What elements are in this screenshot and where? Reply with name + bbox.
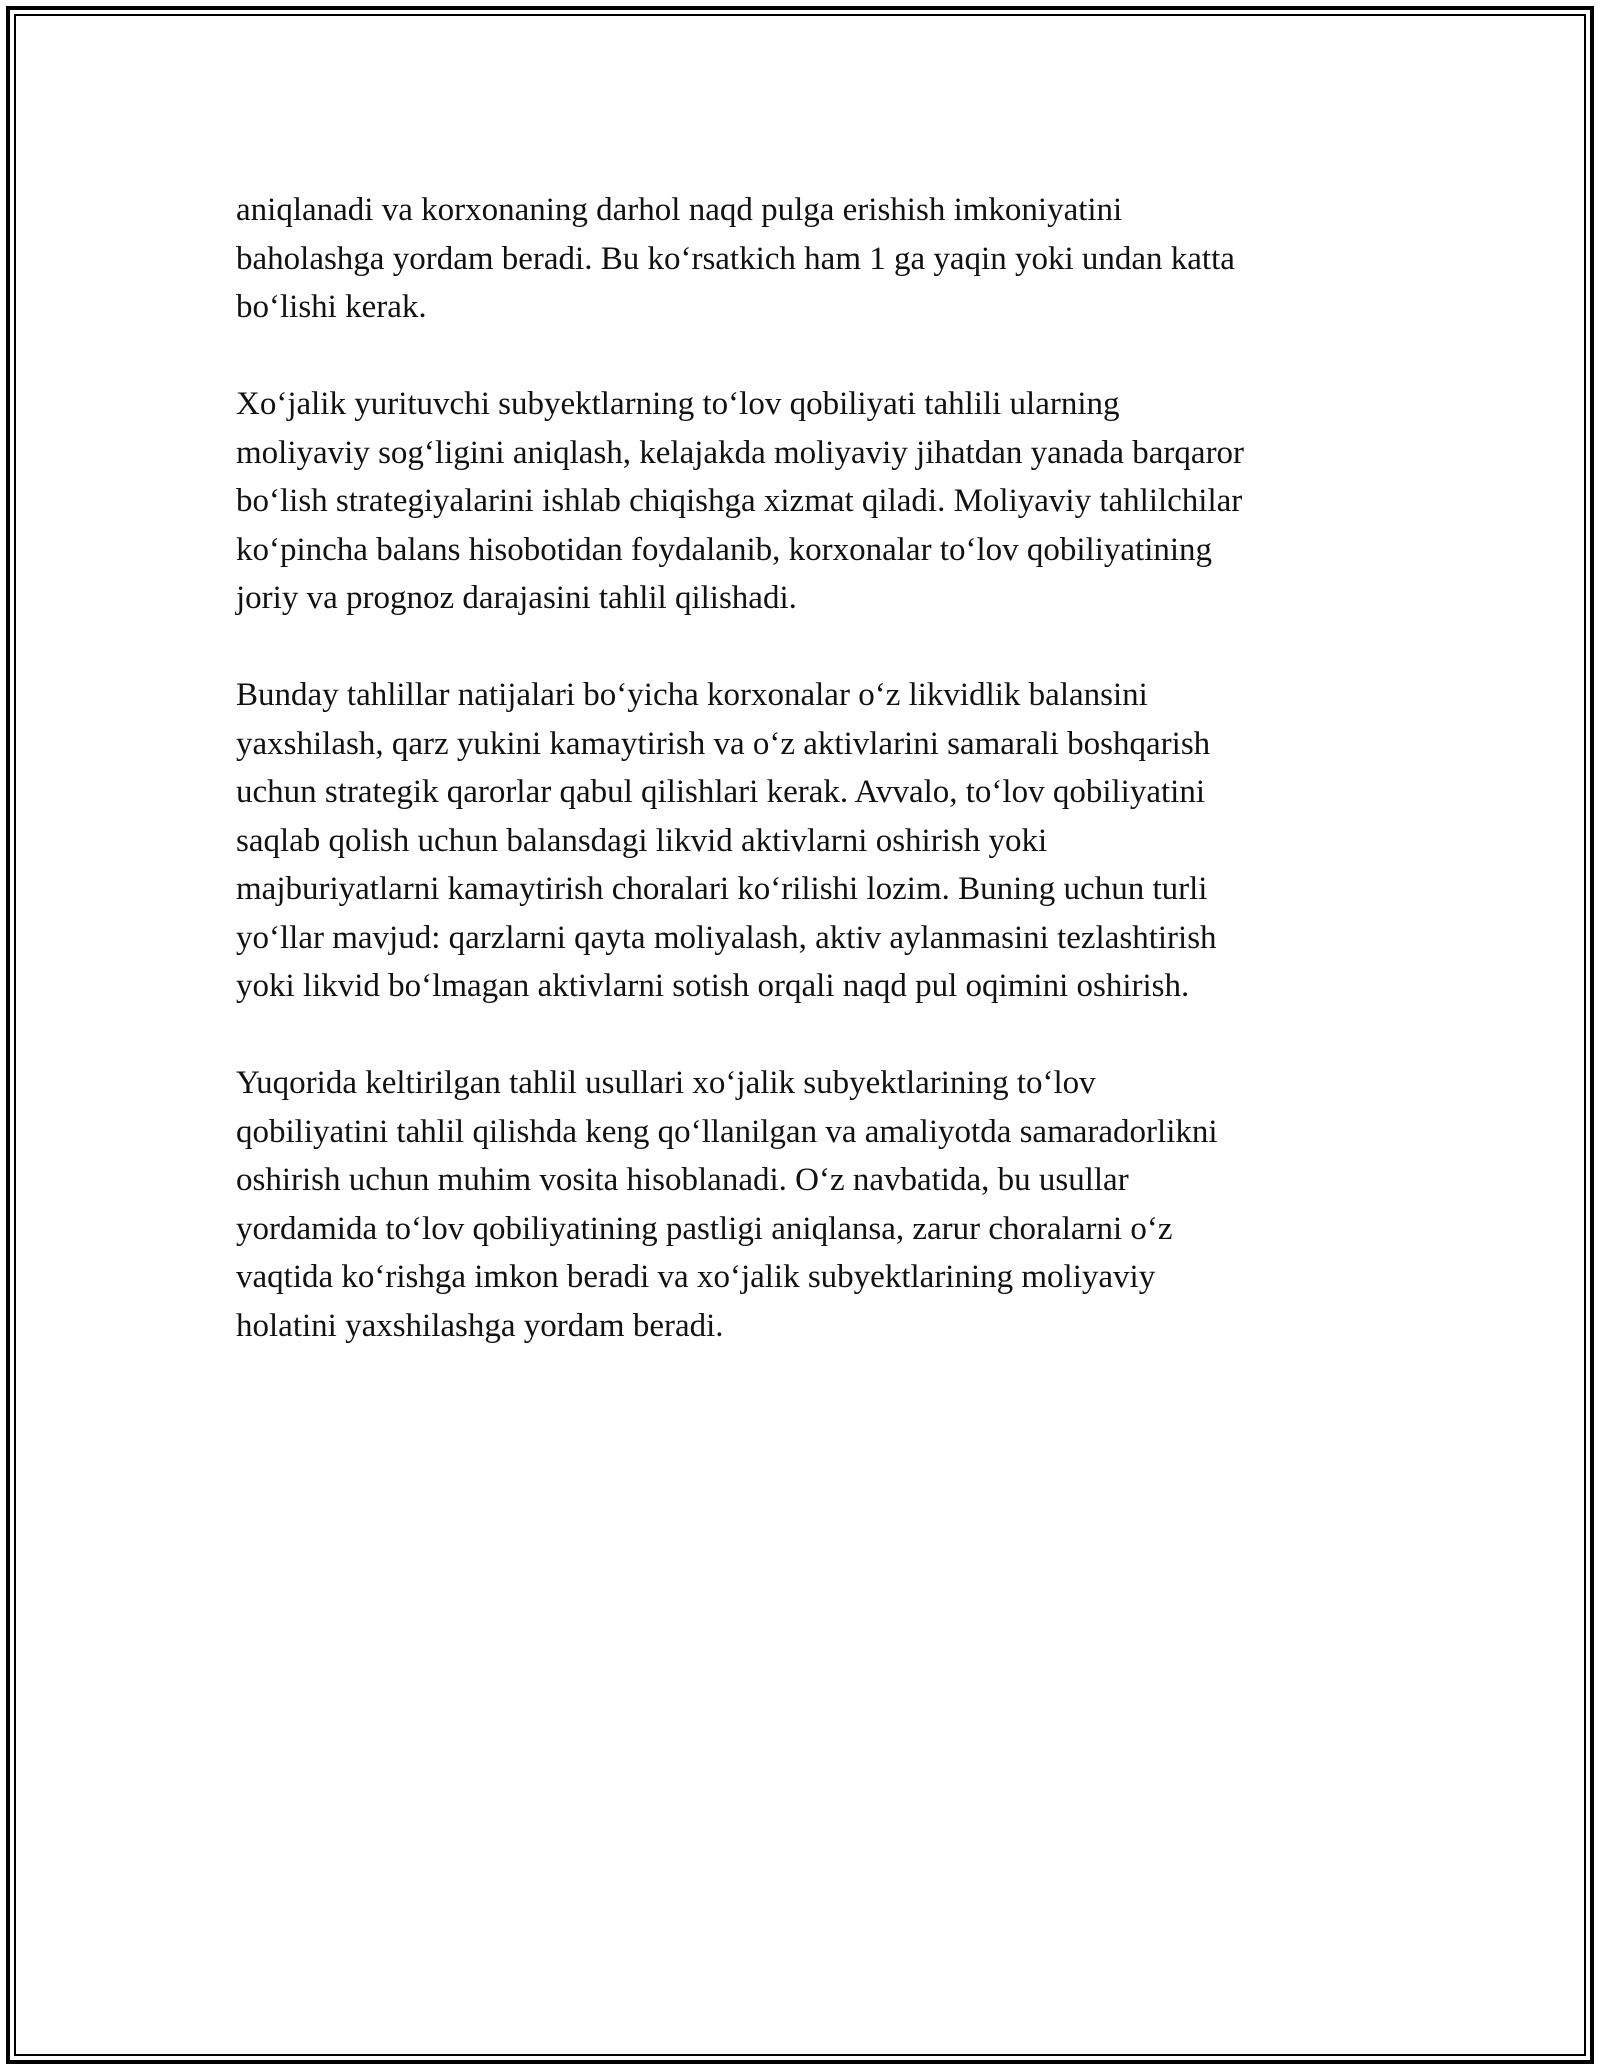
paragraph-3: Bunday tahlillar natijalari bo‘yicha korxonalar o‘z likvidlik balansini yaxshilash, qarz yukini kamaytirish va o‘z aktivlarini samarali boshqarish uchun strategik qarorlar qabul qilishlari kerak. Avvalo, to‘lov qobiliyatini saqlab qolish uchun balansdagi likvid aktivlarni oshirish yoki majburiyatlarni kamaytirish choralari ko‘rilishi lozim. Buning uchun turli yo‘llar mavjud: qarzlarni qayta moliyalash, aktiv aylanmasini tezlashtirish yoki likvid bo‘lmagan aktivlarni sotish orqali naqd pul oqimini oshirish. [236, 677, 1217, 1004]
paragraph-1: aniqlanadi va korxonaning darhol naqd pulga erishish imkoniyatini baholashga yordam beradi. Bu ko‘rsatkich ham 1 ga yaqin yoki undan katta bo‘lishi kerak. [236, 192, 1235, 325]
paragraph-2: Xo‘jalik yurituvchi subyektlarning to‘lov qobiliyati tahlili ularning moliyaviy sog‘ligini aniqlash, kelajakda moliyaviy jihatdan yanada barqaror bo‘lish strategiyalarini ishlab chiqishga xizmat qiladi. Moliyaviy tahlilchilar ko‘pincha balans hisobotidan foydalanib, korxonalar to‘lov qobiliyatining joriy va prognoz darajasini tahlil qilishadi. [236, 386, 1245, 616]
document-body [236, 186, 1376, 1399]
paragraph-4: Yuqorida keltirilgan tahlil usullari xo‘jalik subyektlarining to‘lov qobiliyatini tahlil qilishda keng qo‘llanilgan va amaliyotda samaradorlikni oshirish uchun muhim vosita hisoblanadi. O‘z navbatida, bu usullar yordamida to‘lov qobiliyatining pastligi aniqlansa, zarur choralarni o‘z vaqtida ko‘rishga imkon beradi va xo‘jalik subyektlarining moliyaviy holatini yaxshilashga yordam beradi. [236, 1065, 1218, 1344]
